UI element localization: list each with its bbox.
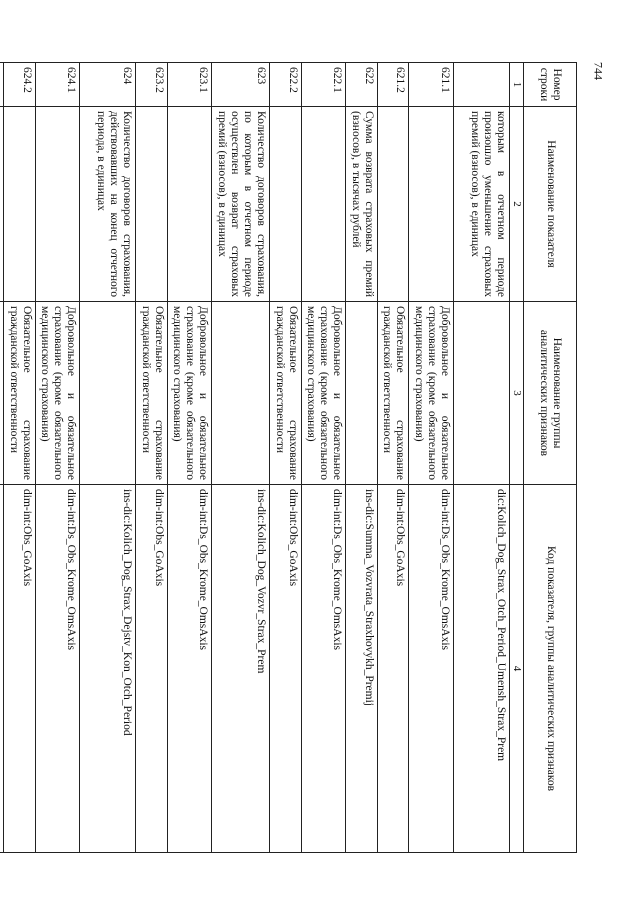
column-number-4: 4	[510, 485, 524, 853]
header-row	[524, 63, 577, 853]
indicator-code: dim-int:Ds_Obs_Krome_OmsAxis	[409, 485, 454, 853]
indicator-name: которым в отчетном периоде произошло уменьшение страховых премий (взносов), в единицах	[454, 107, 510, 302]
indicator-code: dic:Kolich_Dog_Strax_Otch_Period_Umensh_Strax_Prem	[454, 485, 510, 853]
indicator-name	[136, 107, 167, 302]
group-name	[346, 302, 377, 485]
group-name: Обязательное страхование гражданской ответственности	[4, 302, 35, 485]
page-number	[591, 56, 605, 86]
indicator-name	[377, 107, 408, 302]
indicator-code: dim-int:Obs_GoAxis	[136, 485, 167, 853]
table-row	[4, 63, 35, 853]
table-row	[35, 63, 80, 853]
table-row	[454, 63, 510, 853]
table-row	[80, 63, 136, 853]
group-name: Добровольное и обязательное страхование (кроме обязательного медицинского страхования)	[301, 302, 346, 485]
row-number: 621.1	[409, 63, 454, 107]
group-name: Добровольное и обязательное страхование (кроме обязательного медицинского страхования)	[35, 302, 80, 485]
row-number	[454, 63, 510, 107]
row-number: 624	[80, 63, 136, 107]
header-group-name: Наименование группы аналитических признаков	[524, 302, 577, 485]
indicator-name: Сумма возврата страховых премий (взносов), в тысячах рублей	[346, 107, 377, 302]
indicator-code: dim-int:Ds_Obs_Krome_OmsAxis	[301, 485, 346, 853]
group-name: Добровольное и обязательное страхование (кроме обязательного медицинского страхования)	[409, 302, 454, 485]
indicator-code: ins-dic:Summa_Vozvrata_Straxhovykh_Premij	[346, 485, 377, 853]
header-indicator-name: Наименование показателя	[524, 107, 577, 302]
column-number-row	[510, 63, 524, 853]
table-row	[301, 63, 346, 853]
indicator-code: dim-int:Ds_Obs_Krome_OmsAxis	[167, 485, 212, 853]
group-name: Обязательное страхование гражданской ответственности	[377, 302, 408, 485]
table-row	[0, 63, 4, 853]
header-row-number: Номер строки	[524, 63, 577, 107]
indicator-code: dim-int:Obs_GoAxis	[4, 485, 35, 853]
indicator-name	[0, 107, 4, 302]
group-name	[80, 302, 136, 485]
page-number-text: 744	[591, 62, 606, 80]
group-name	[454, 302, 510, 485]
group-name: Обязательное страхование гражданской ответственности	[136, 302, 167, 485]
indicator-code: dim-int:Obs_GoAxis	[377, 485, 408, 853]
row-number: 623.1	[167, 63, 212, 107]
indicator-code: ins-dic:Kolich_Dog_Vozvr_Strax_Prem	[212, 485, 270, 853]
table-row	[136, 63, 167, 853]
column-number-1: 1	[510, 63, 524, 107]
indicator-name	[270, 107, 301, 302]
row-number	[0, 63, 4, 107]
table-row	[270, 63, 301, 853]
header-code: Код показателя, группы аналитических признаков	[524, 485, 577, 853]
indicator-name	[167, 107, 212, 302]
group-name	[0, 302, 4, 485]
row-number: 623	[212, 63, 270, 107]
table-row	[346, 63, 377, 853]
row-number: 621.2	[377, 63, 408, 107]
indicator-name	[35, 107, 80, 302]
column-number-3: 3	[510, 302, 524, 485]
indicator-name	[4, 107, 35, 302]
rotated-table-content	[7, 62, 577, 852]
row-number: 624.1	[35, 63, 80, 107]
row-number: 624.2	[4, 63, 35, 107]
indicator-table	[0, 62, 577, 853]
indicator-code: dim-int:Obs_GoAxis	[270, 485, 301, 853]
indicator-code	[0, 485, 4, 853]
indicator-name	[301, 107, 346, 302]
table-row	[212, 63, 270, 853]
row-number: 622.2	[270, 63, 301, 107]
indicator-name	[409, 107, 454, 302]
group-name: Добровольное и обязательное страхование (кроме обязательного медицинского страхования)	[167, 302, 212, 485]
indicator-name: Количество договоров страхования, по которым в отчетном периоде осуществлен возврат страховых премий (взносов), в единицах	[212, 107, 270, 302]
row-number: 622	[346, 63, 377, 107]
row-number: 622.1	[301, 63, 346, 107]
row-number: 623.2	[136, 63, 167, 107]
table-row	[167, 63, 212, 853]
group-name: Обязательное страхование гражданской ответственности	[270, 302, 301, 485]
indicator-name: Количество договоров страхования, действовавших на конец отчетного периода, в единицах	[80, 107, 136, 302]
rotated-table-frame	[7, 62, 577, 852]
indicator-code: ins-dic:Kolich_Dog_Strax_Dejstv_Kon_Otch_Period	[80, 485, 136, 853]
column-number-2: 2	[510, 107, 524, 302]
table-row	[377, 63, 408, 853]
table-row	[409, 63, 454, 853]
group-name	[212, 302, 270, 485]
indicator-code: dim-int:Ds_Obs_Krome_OmsAxis	[35, 485, 80, 853]
